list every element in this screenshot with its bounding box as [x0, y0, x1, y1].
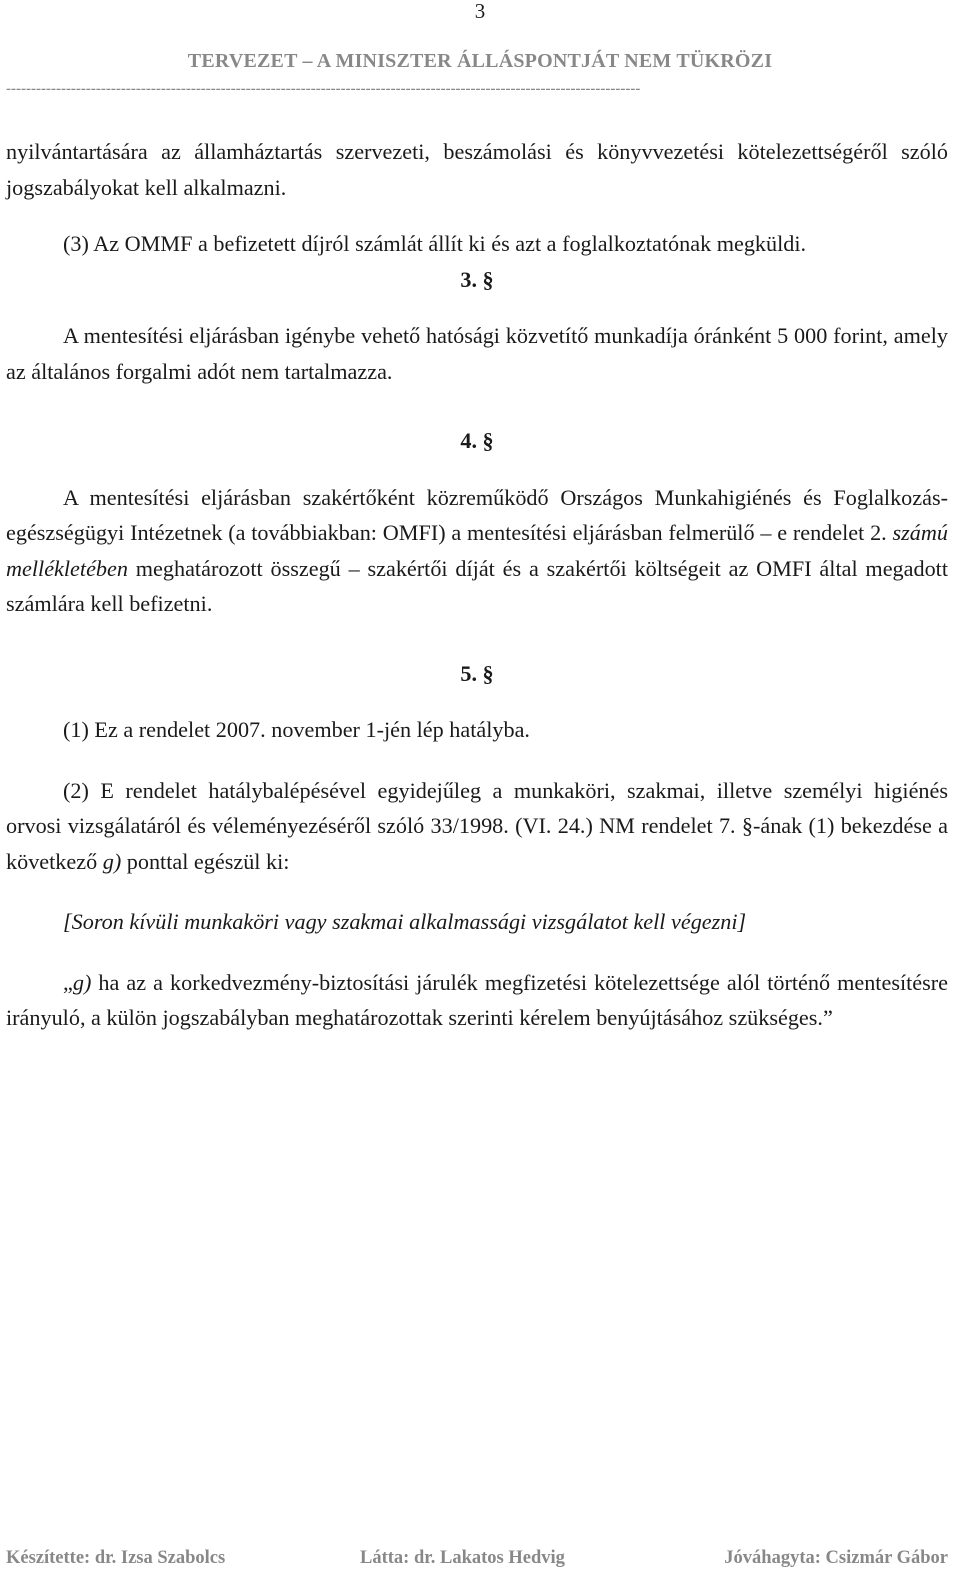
paragraph-section-3: A mentesítési eljárásban igénybe vehető hatósági közvetítő munkadíja óránként 5 000 forint, amely az általános forgalmi adót nem tartalmazza. [6, 323, 948, 384]
paragraph-point-g [6, 965, 948, 1036]
page-number: 3 [474, 0, 486, 23]
paragraph-section-4-part-a: A mentesítési eljárásban szakértőként közreműködő Országos Munkahigiénés és Foglalkozás-egészségügyi Intézetnek (a továbbiakban: OMFI) a mentesítési eljárásban felmerülő – e rendelet 2. [6, 484, 948, 545]
footer-prepared-by: Készítette: dr. Izsa Szabolcs [6, 1548, 226, 1568]
header-dashed-rule: ------------------------------------------------------------------------------------------------------------------------------- [6, 82, 641, 96]
point-g-text: ha az a korkedvezmény-biztosítási járulék megfizetési kötelezettsége alól történő mentesítésre irányuló, a külön jogszabályban meghatározottak szerinti kérelem benyújtásához szükséges.” [6, 969, 948, 1030]
footer-approved-by: Jóváhagyta: Csizmár Gábor [724, 1548, 948, 1568]
section-heading-4: 4. § [460, 428, 494, 453]
opening-quote: „ [63, 969, 73, 995]
annex-reference: számú mellékletében [6, 520, 948, 581]
page-footer [6, 1548, 948, 1576]
draft-header-title: TERVEZET – A MINISZTER ÁLLÁSPONTJÁT NEM TÜKRÖZI [187, 50, 773, 72]
paragraph-effective-date: (1) Ez a rendelet 2007. november 1-jén lép hatályba. [63, 717, 530, 742]
point-g-label: g) [72, 969, 92, 995]
paragraph-bracket-context: [Soron kívüli munkaköri vagy szakmai alkalmassági vizsgálatot kell végezni] [63, 909, 747, 934]
paragraph-amendment [6, 773, 948, 880]
paragraph-continuation: nyilvántartására az államháztartás szervezeti, beszámolási és könyvvezetési kötelezettségéről szóló jogszabályokat kell alkalmazni. [6, 139, 948, 200]
footer-seen-by: Látta: dr. Lakatos Hedvig [360, 1548, 565, 1568]
paragraph-section-4-part-b: meghatározott összegű – szakértői díját és a szakértői költségeit az OMFI által megadott számlára kell befizetni. [6, 555, 948, 616]
section-heading-5: 5. § [460, 660, 494, 686]
paragraph-section-4 [6, 480, 948, 622]
point-label-g: g) [102, 848, 122, 874]
section-heading-3: 3. § [460, 266, 494, 292]
document-body [6, 134, 948, 1036]
paragraph-amendment-part-a: (2) E rendelet hatálybalépésével egyidejűleg a munkaköri, szakmai, illetve személyi higiénés orvosi vizsgálatáról és véleményezéséről szóló 33/1998. (VI. 24.) NM rendelet 7. §-ának (1) bekezdése a következő [6, 777, 948, 874]
paragraph-ommf-invoice: (3) Az OMMF a befizetett díjról számlát állít ki és azt a foglalkoztatónak megküldi. [63, 231, 807, 256]
paragraph-amendment-part-b: ponttal egészül ki: [121, 848, 290, 874]
